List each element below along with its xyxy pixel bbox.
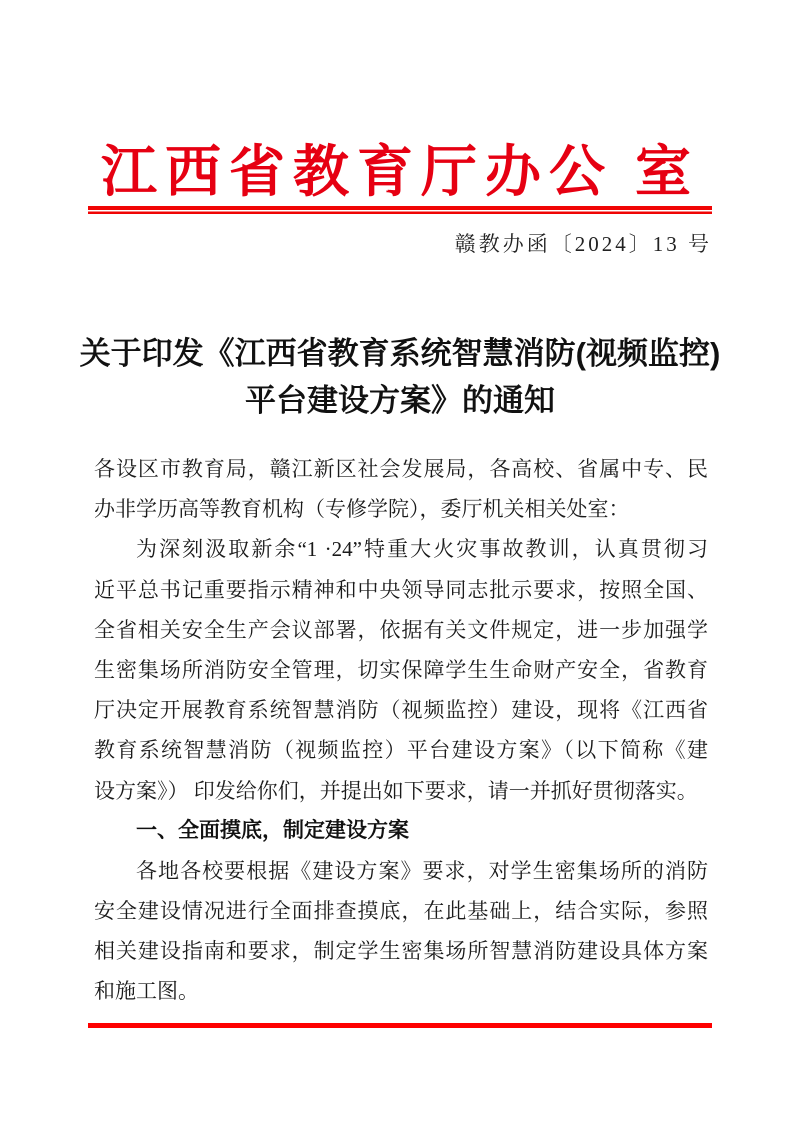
body-line: 为深刻汲取新余“1 ·24”特重大火灾事故教训，认真贯彻习 <box>136 537 708 562</box>
body-line: 各地各校要根据《建设方案》要求，对学生密集场所的消防 <box>136 858 708 883</box>
addressee-line: 各设区市教育局，赣江新区社会发展局，各高校、省属中专、民 <box>94 457 708 481</box>
document-reference-number: 赣教办函〔2024〕13 号 <box>454 232 712 256</box>
body-line: 近平总书记重要指示精神和中央领导同志批示要求，按照全国、 <box>94 577 708 602</box>
addressee-line: 办非学历高等教育机构（专修学院），委厅机关相关处室： <box>94 497 630 522</box>
footer-divider-line <box>88 1023 712 1028</box>
body-line: 生密集场所消防安全管理，切实保障学生生命财产安全，省教育 <box>94 657 708 682</box>
body-line: 教育系统智慧消防（视频监控）平台建设方案》（以下简称《建 <box>94 738 708 763</box>
body-line: 和施工图。 <box>94 979 199 1004</box>
body-line: 全省相关安全生产会议部署，依据有关文件规定，进一步加强学 <box>94 617 708 642</box>
section-heading: 一、全面摸底，制定建设方案 <box>136 818 409 842</box>
document-title <box>60 330 740 424</box>
document-body <box>94 449 708 1012</box>
body-line: 相关建设指南和要求，制定学生密集场所智慧消防建设具体方案 <box>94 939 708 964</box>
body-line: 安全建设情况进行全面排查摸底，在此基础上，结合实际，参照 <box>94 899 708 924</box>
body-line: 设方案》） 印发给你们，并提出如下要求，请一并抓好贯彻落实。 <box>94 778 698 803</box>
document-title-line-1: 关于印发《江西省教育系统智慧消防(视频监控) <box>79 336 721 371</box>
document-title-line-2: 平台建设方案》的通知 <box>245 383 555 418</box>
body-line: 厅决定开展教育系统智慧消防（视频监控）建设，现将《江西省 <box>94 698 708 723</box>
letterhead-agency-name: 江西省教育厅办公 室 <box>101 142 699 204</box>
letterhead-divider-line <box>88 206 712 214</box>
